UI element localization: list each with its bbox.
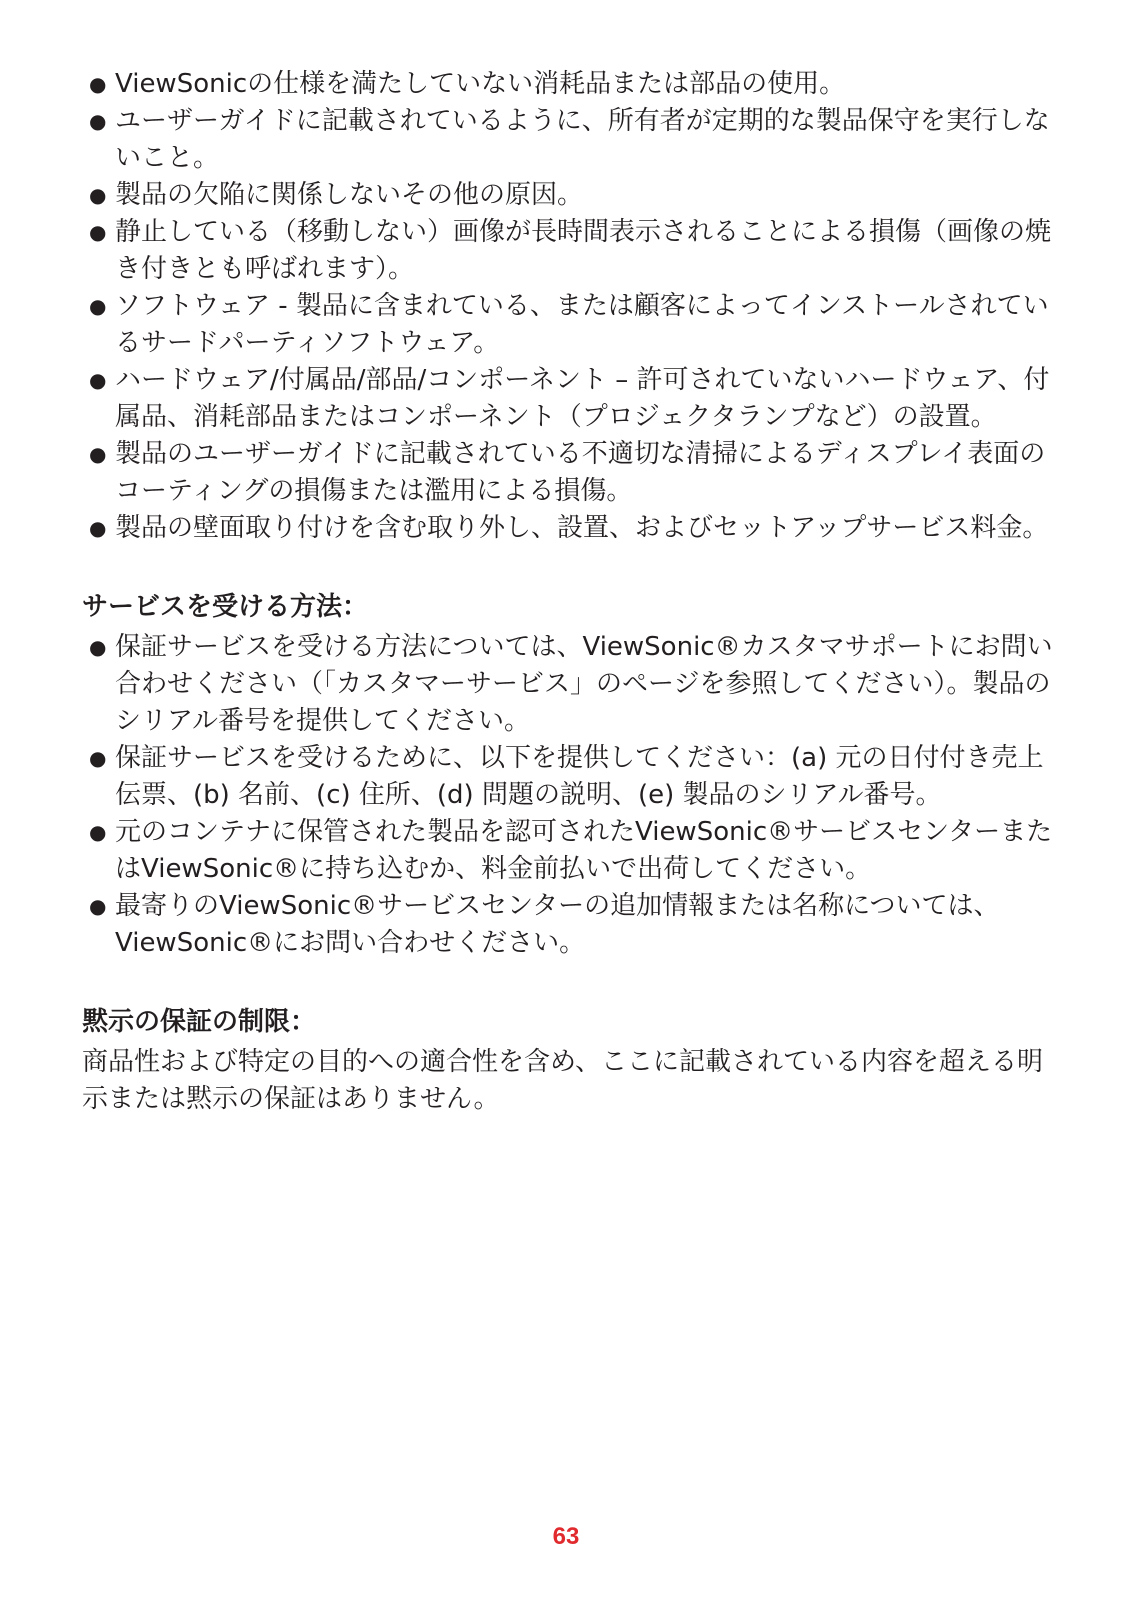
list-item [82,362,1062,436]
bullet-icon: ● [89,368,107,392]
bullet-icon: ● [89,183,107,207]
list-item-text: 最寄りのViewSonic®サービスセンターの追加情報または名称については、ViewSonic®にお問い合わせください。 [115,891,1000,958]
list-item [82,66,1062,103]
bullet-icon: ● [89,820,107,844]
document-body [82,66,1062,1118]
bullet-icon: ● [89,746,107,770]
list-item [82,214,1062,288]
list-item [82,436,1062,510]
bullet-icon: ● [89,220,107,244]
bullet-icon: ● [89,516,107,540]
list-item-text: 製品の壁面取り付けを含む取り外し、設置、およびセットアップサービス料金。 [115,513,1049,543]
bullet-icon: ● [89,294,107,318]
bullet-icon: ● [89,109,107,133]
service-list [82,629,1062,962]
list-item [82,288,1062,362]
implied-warranty-text: 商品性および特定の目的への適合性を含め、ここに記載されている内容を超える明示または黙示の保証はありません。 [82,1047,1043,1114]
list-item-text: 保証サービスを受ける方法については、ViewSonic®カスタマサポートにお問い合わせください（「カスタマーサービス」のページを参照してください）。製品のシリアル番号を提供してください。 [115,632,1053,736]
bullet-icon: ● [89,72,107,96]
list-item [82,888,1062,962]
list-item-text: 製品の欠陥に関係しないその他の原因。 [115,180,584,210]
list-item [82,814,1062,888]
list-item-text: 元のコンテナに保管された製品を認可されたViewSonic®サービスセンターまたはViewSonic®に持ち込むか、料金前払いで出荷してください。 [115,817,1053,884]
implied-warranty-heading: 黙示の保証の制限： [82,1007,317,1037]
list-item [82,740,1062,814]
list-item [82,510,1062,547]
list-item-text: ハードウェア/付属品/部品/コンポーネント – 許可されていないハードウェア、付属品、消耗部品またはコンポーネント（プロジェクタランプなど）の設置。 [115,365,1050,432]
list-item-text: 静止している（移動しない）画像が長時間表示されることによる損傷（画像の焼き付きとも呼ばれます）。 [115,217,1052,284]
bullet-icon: ● [89,894,107,918]
exclusions-list [82,66,1062,547]
list-item-text: ViewSonicの仕様を満たしていない消耗品または部品の使用。 [115,69,846,99]
service-heading: サービスを受ける方法： [82,592,369,622]
list-item [82,177,1062,214]
list-item [82,629,1062,740]
list-item-text: ユーザーガイドに記載されているように、所有者が定期的な製品保守を実行しないこと。 [115,106,1050,173]
list-item-text: ソフトウェア - 製品に含まれている、または顧客によってインストールされているサードパーティソフトウェア。 [115,291,1049,358]
page-number: 63 [552,1523,580,1550]
bullet-icon: ● [89,635,107,659]
list-item [82,103,1062,177]
bullet-icon: ● [89,442,107,466]
list-item-text: 保証サービスを受けるために、以下を提供してください：(a) 元の日付付き売上伝票、(b) 名前、(c) 住所、(d) 問題の説明、(e) 製品のシリアル番号。 [115,743,1044,810]
list-item-text: 製品のユーザーガイドに記載されている不適切な清掃によるディスプレイ表面のコーティングの損傷または濫用による損傷。 [115,439,1046,506]
